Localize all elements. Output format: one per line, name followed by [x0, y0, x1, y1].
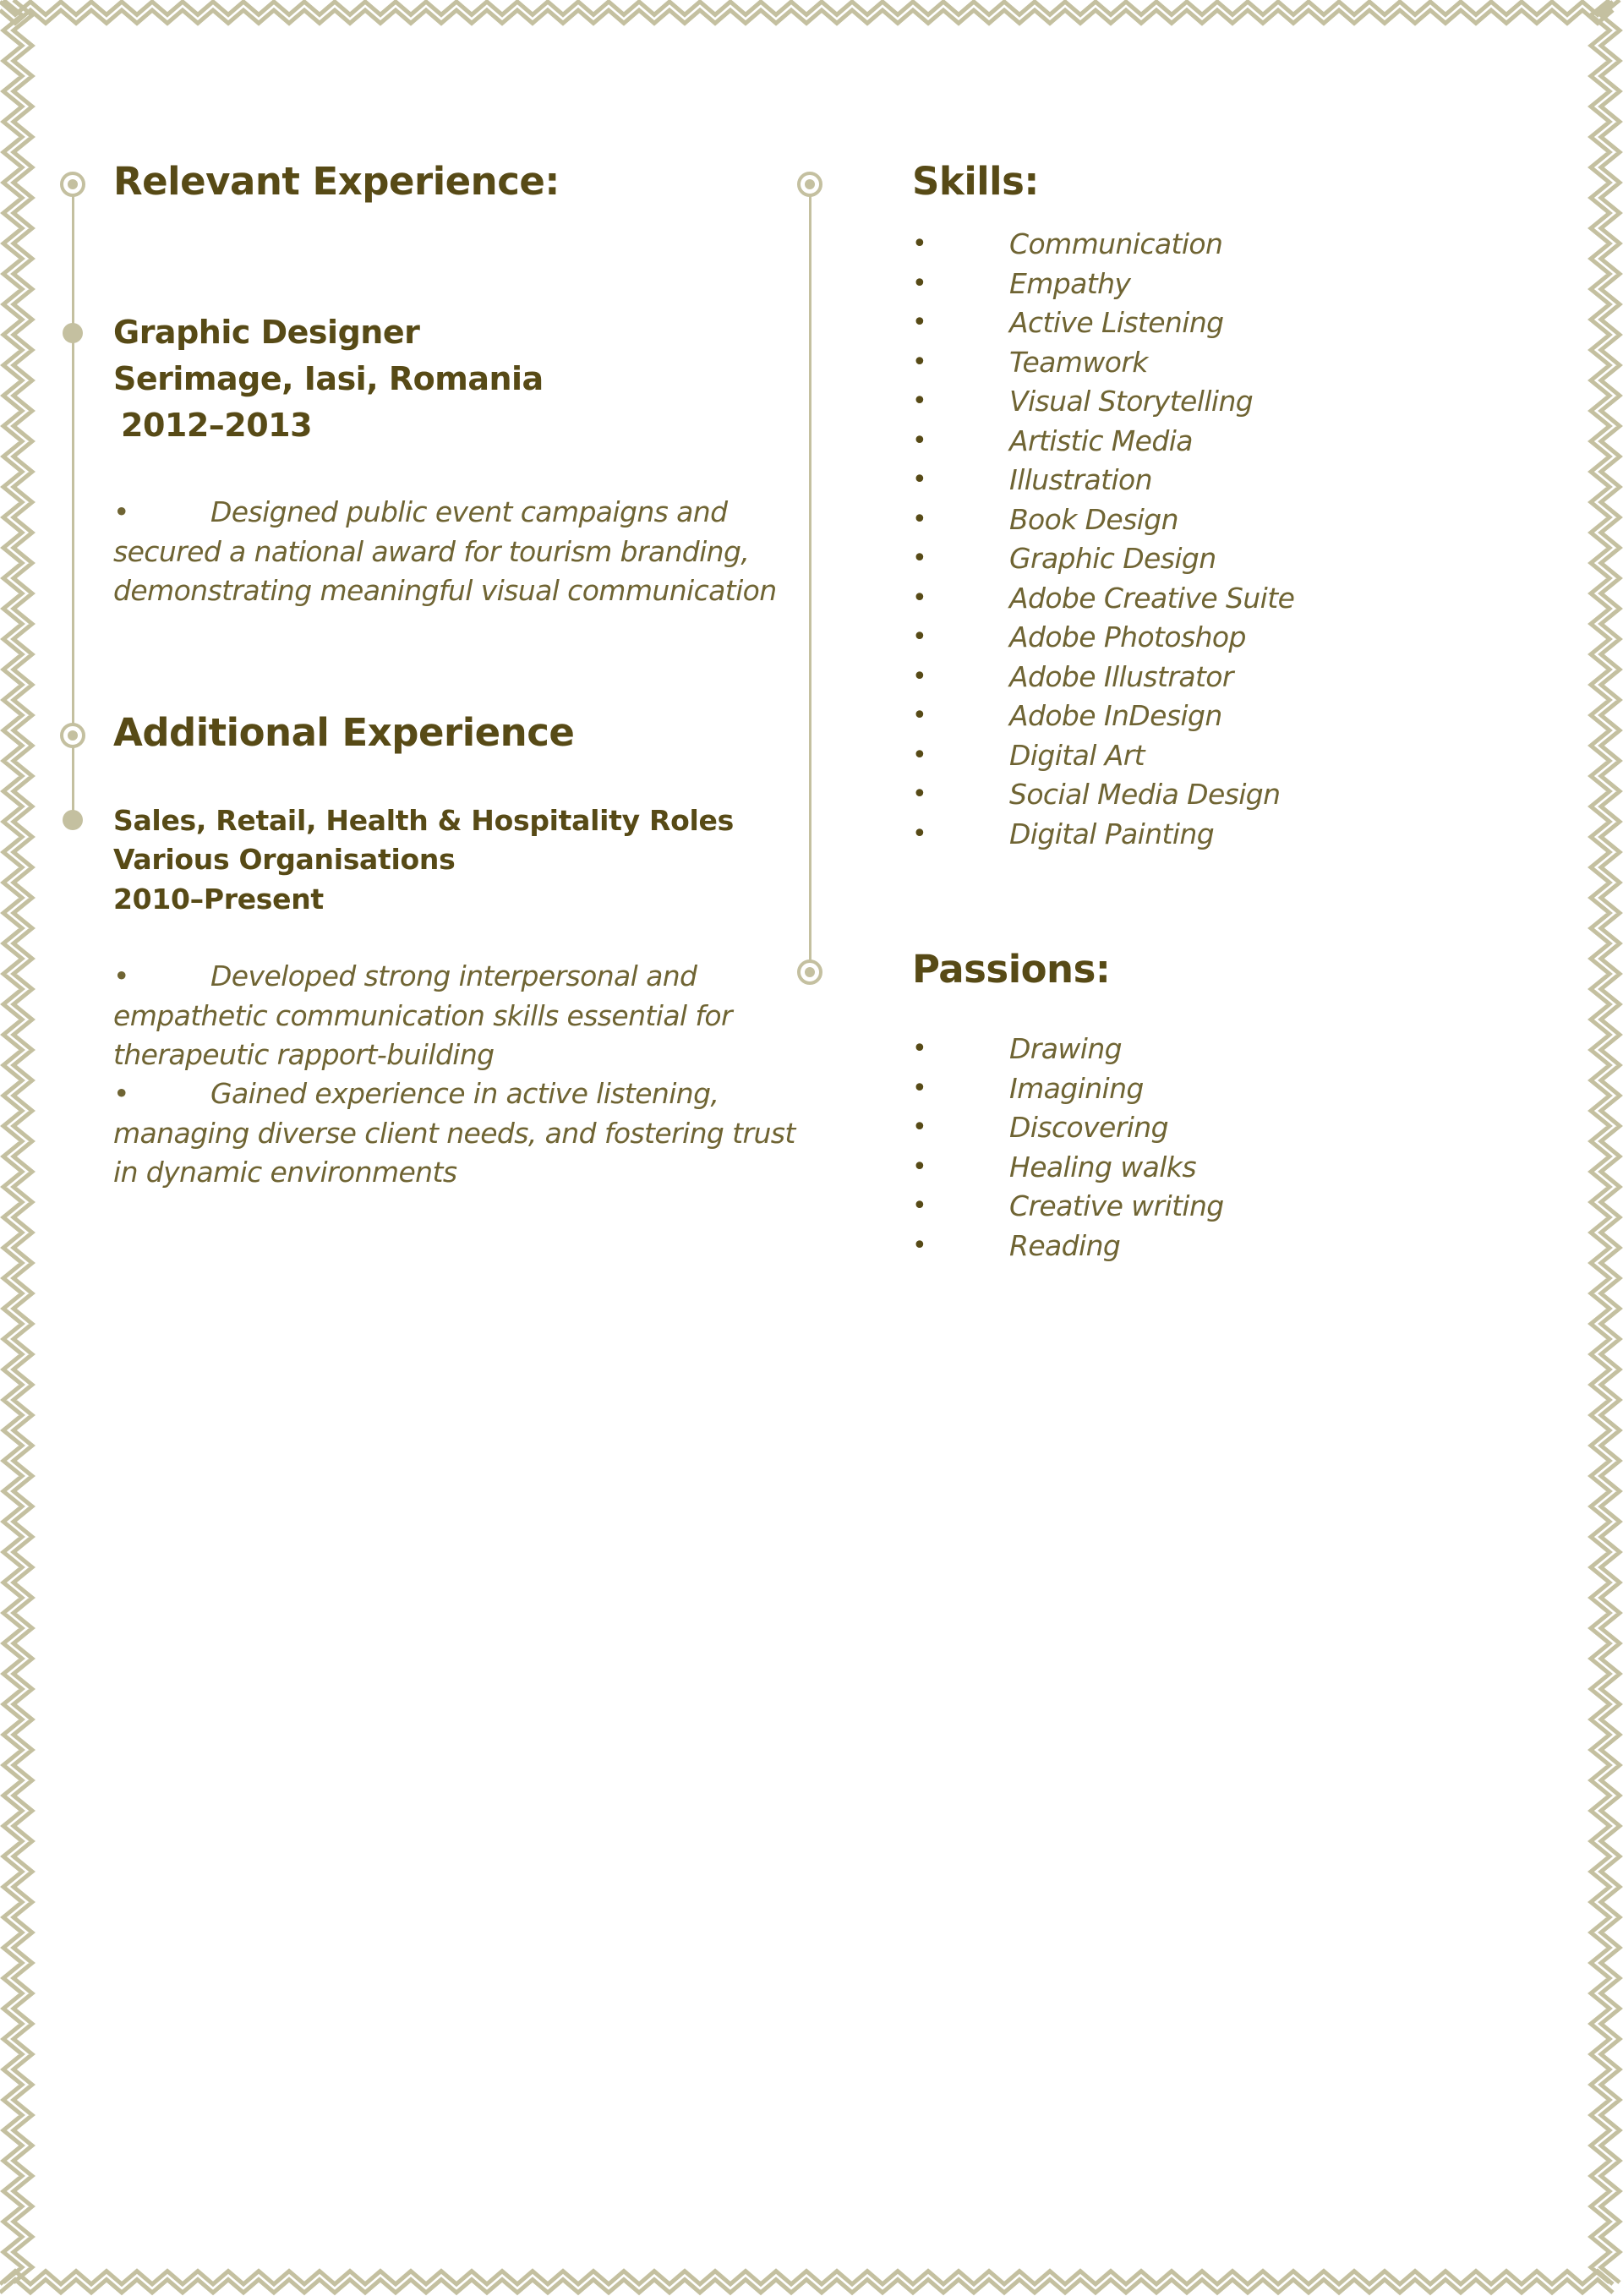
timeline-node-relevant	[60, 172, 85, 197]
skill-item-label: Empathy	[1009, 266, 1131, 300]
passion-item	[912, 1030, 1224, 1069]
skill-item-label: Communication	[1009, 227, 1223, 260]
timeline-node-graphic-designer	[63, 323, 83, 343]
bullet-glyph: •	[912, 1034, 927, 1063]
bullet-glyph: •	[912, 661, 927, 692]
skill-item	[912, 539, 1294, 579]
skill-item-label: Graphic Design	[1009, 542, 1216, 575]
skill-item-label: Adobe Illustrator	[1009, 659, 1233, 693]
job-dates: 2012–2013	[121, 407, 313, 444]
skill-item-label: Adobe Photoshop	[1009, 620, 1246, 653]
skill-item	[912, 736, 1294, 776]
bullet-glyph: •	[912, 229, 927, 259]
passion-item-label: Healing walks	[1009, 1150, 1196, 1184]
passion-item-label: Imagining	[1009, 1071, 1144, 1105]
bullet-glyph: •	[912, 308, 927, 337]
relevant-experience-heading: Relevant Experience:	[113, 159, 560, 204]
skill-item	[912, 775, 1294, 815]
timeline-node-passions	[797, 959, 822, 985]
skill-item-label: Social Media Design	[1009, 778, 1281, 811]
bullet-glyph: •	[912, 1191, 927, 1221]
passion-item-label: Drawing	[1009, 1032, 1123, 1065]
additional-experience-heading: Additional Experience	[113, 710, 575, 755]
skill-item-label: Active Listening	[1009, 306, 1224, 339]
bullet-glyph: •	[912, 1230, 927, 1260]
timeline-node-additional	[60, 723, 85, 748]
skill-item	[912, 422, 1294, 462]
bullet-glyph: •	[912, 779, 927, 809]
bullet-glyph: •	[912, 582, 927, 613]
skill-item	[912, 579, 1294, 619]
roles: Sales, Retail, Health & Hospitality Roles	[113, 804, 734, 837]
passions-list	[912, 1030, 1224, 1266]
passion-item	[912, 1108, 1224, 1148]
job-title: Graphic Designer	[113, 314, 420, 351]
skill-item-label: Digital Art	[1009, 738, 1145, 772]
passion-item	[912, 1227, 1224, 1266]
skill-item-label: Digital Painting	[1009, 817, 1215, 850]
skill-item	[912, 303, 1294, 343]
skill-item	[912, 225, 1294, 265]
passion-item	[912, 1148, 1224, 1188]
bullet-glyph: •	[912, 544, 927, 573]
bullet-glyph: •	[113, 495, 129, 528]
bullet-glyph: •	[912, 504, 927, 534]
company: Serimage, Iasi, Romania	[113, 360, 544, 397]
skill-item-label: Teamwork	[1009, 345, 1148, 379]
timeline-line-middle	[809, 184, 812, 970]
skills-heading: Skills:	[912, 159, 1039, 204]
organisations: Various Organisations	[113, 843, 456, 876]
skill-item	[912, 697, 1294, 736]
bullet-glyph: •	[912, 740, 927, 770]
bullet-glyph: •	[912, 386, 927, 416]
skill-item-label: Illustration	[1009, 463, 1152, 496]
bullet-glyph: •	[113, 959, 129, 992]
timeline-node-skills	[797, 172, 822, 197]
bullet-glyph: •	[912, 622, 927, 652]
passions-heading: Passions:	[912, 947, 1111, 992]
skill-item	[912, 815, 1294, 855]
skill-item-label: Adobe InDesign	[1009, 699, 1222, 732]
bullet-glyph: •	[912, 1151, 927, 1182]
timeline-node-sales	[63, 810, 83, 830]
bullet-text: Designed public event campaigns and secured a national award for tourism branding, demonstrating meaningful visual communication	[113, 495, 777, 607]
bullet-glyph: •	[912, 818, 927, 849]
bullet-glyph: •	[912, 268, 927, 298]
skill-item-label: Visual Storytelling	[1009, 385, 1254, 418]
skill-item	[912, 461, 1294, 500]
bullet-glyph: •	[912, 1073, 927, 1103]
bullet-glyph: •	[912, 701, 927, 730]
skill-item-label: Adobe Creative Suite	[1009, 581, 1295, 615]
passion-item	[912, 1069, 1224, 1109]
bullet-glyph: •	[113, 1077, 129, 1110]
passion-item-label: Reading	[1009, 1228, 1121, 1262]
skill-item	[912, 382, 1294, 422]
skill-item	[912, 658, 1294, 697]
skill-item	[912, 618, 1294, 658]
passion-item	[912, 1187, 1224, 1227]
bullet-text: Developed strong interpersonal and empathetic communication skills essential for therapeutic rapport-building	[113, 959, 732, 1071]
skill-item	[912, 500, 1294, 540]
bullet-text: Gained experience in active listening, managing diverse client needs, and fostering trust in dynamic environments	[113, 1077, 795, 1189]
bullet-glyph: •	[912, 1112, 927, 1142]
bullet-glyph: •	[912, 425, 927, 456]
skill-item	[912, 343, 1294, 383]
bullet-glyph: •	[912, 465, 927, 495]
additional-bullet-2	[113, 1074, 798, 1193]
relevant-bullet-1	[113, 493, 781, 611]
passion-item-label: Discovering	[1009, 1111, 1168, 1144]
skill-item	[912, 265, 1294, 304]
skills-list	[912, 225, 1294, 854]
additional-bullet-1	[113, 957, 790, 1075]
additional-dates: 2010–Present	[113, 883, 324, 916]
bullet-glyph: •	[912, 347, 927, 377]
skill-item-label: Book Design	[1009, 502, 1178, 536]
passion-item-label: Creative writing	[1009, 1189, 1224, 1222]
skill-item-label: Artistic Media	[1009, 424, 1193, 457]
